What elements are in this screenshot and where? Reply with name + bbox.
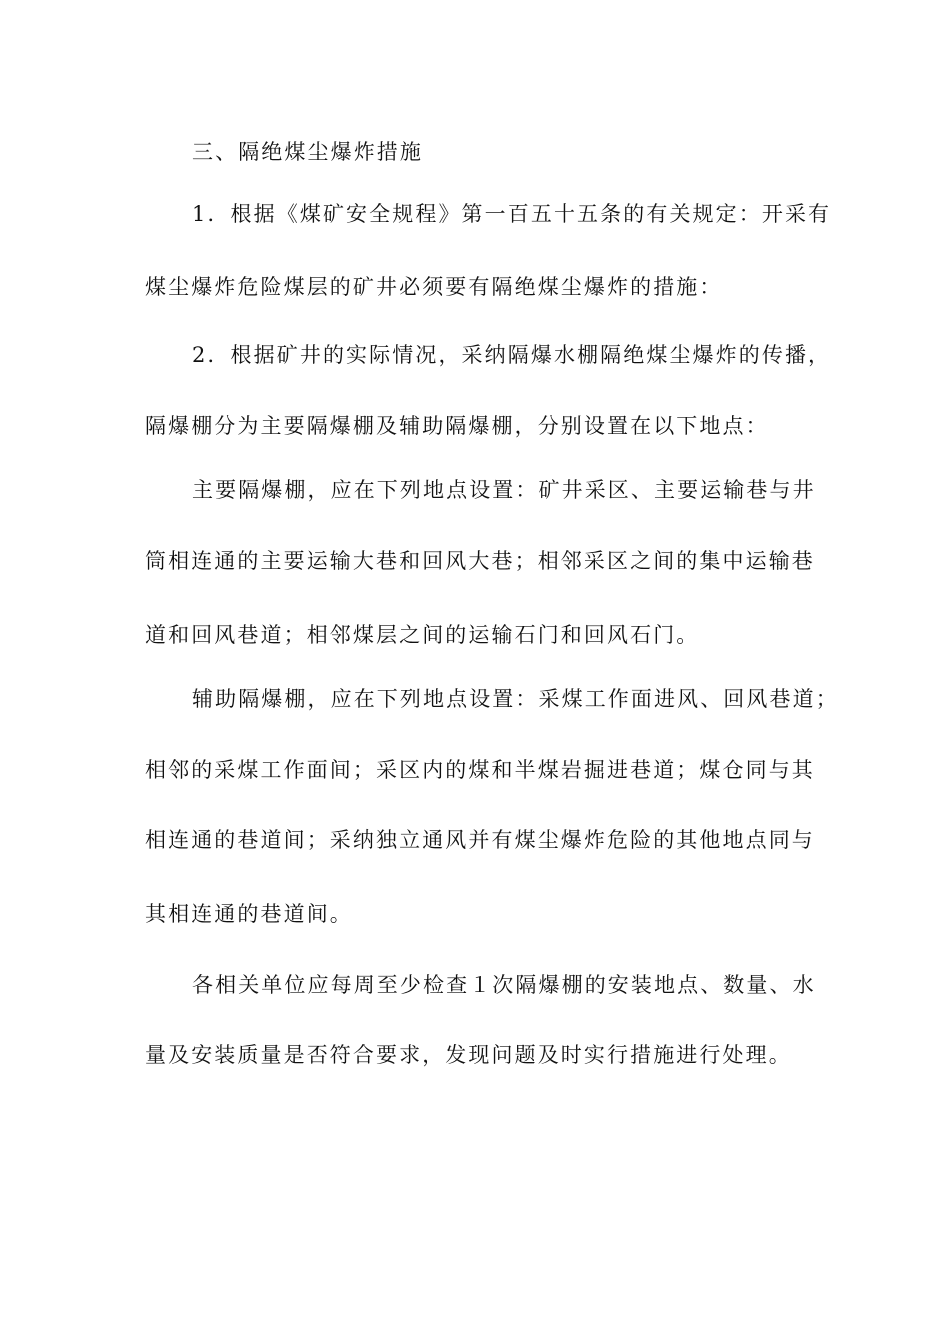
paragraph-line: 主要隔爆棚，应在下列地点设置：矿井采区、主要运输巷与井 [192,478,816,502]
paragraph-line: 道和回风巷道；相邻煤层之间的运输石门和回风石门。 [145,623,700,647]
paragraph-line: 隔爆棚分为主要隔爆棚及辅助隔爆棚，分别设置在以下地点： [145,414,769,438]
paragraph-line: 辅助隔爆棚，应在下列地点设置：采煤工作面进风、回风巷道； [192,687,839,711]
paragraph-line: 1．根据《煤矿安全规程》第一百五十五条的有关规定：开采有 [192,202,832,226]
paragraph-line: 筒相连通的主要运输大巷和回风大巷；相邻采区之间的集中运输巷 [145,549,815,573]
paragraph-line: 相邻的采煤工作面间；采区内的煤和半煤岩掘进巷道；煤仓同与其 [145,758,815,782]
paragraph-line: 相连通的巷道间；采纳独立通风并有煤尘爆炸危险的其他地点同与 [145,828,815,852]
paragraph-line: 量及安装质量是否符合要求，发现问题及时实行措施进行处理。 [145,1043,792,1067]
paragraph-line: 煤尘爆炸危险煤层的矿井必须要有隔绝煤尘爆炸的措施： [145,275,723,299]
section-heading: 三、隔绝煤尘爆炸措施 [192,140,423,164]
paragraph-line: 其相连通的巷道间。 [145,902,353,926]
paragraph-line: 各相关单位应每周至少检查１次隔爆棚的安装地点、数量、水 [192,973,816,997]
paragraph-line: 2．根据矿井的实际情况，采纳隔爆水棚隔绝煤尘爆炸的传播， [192,343,832,367]
